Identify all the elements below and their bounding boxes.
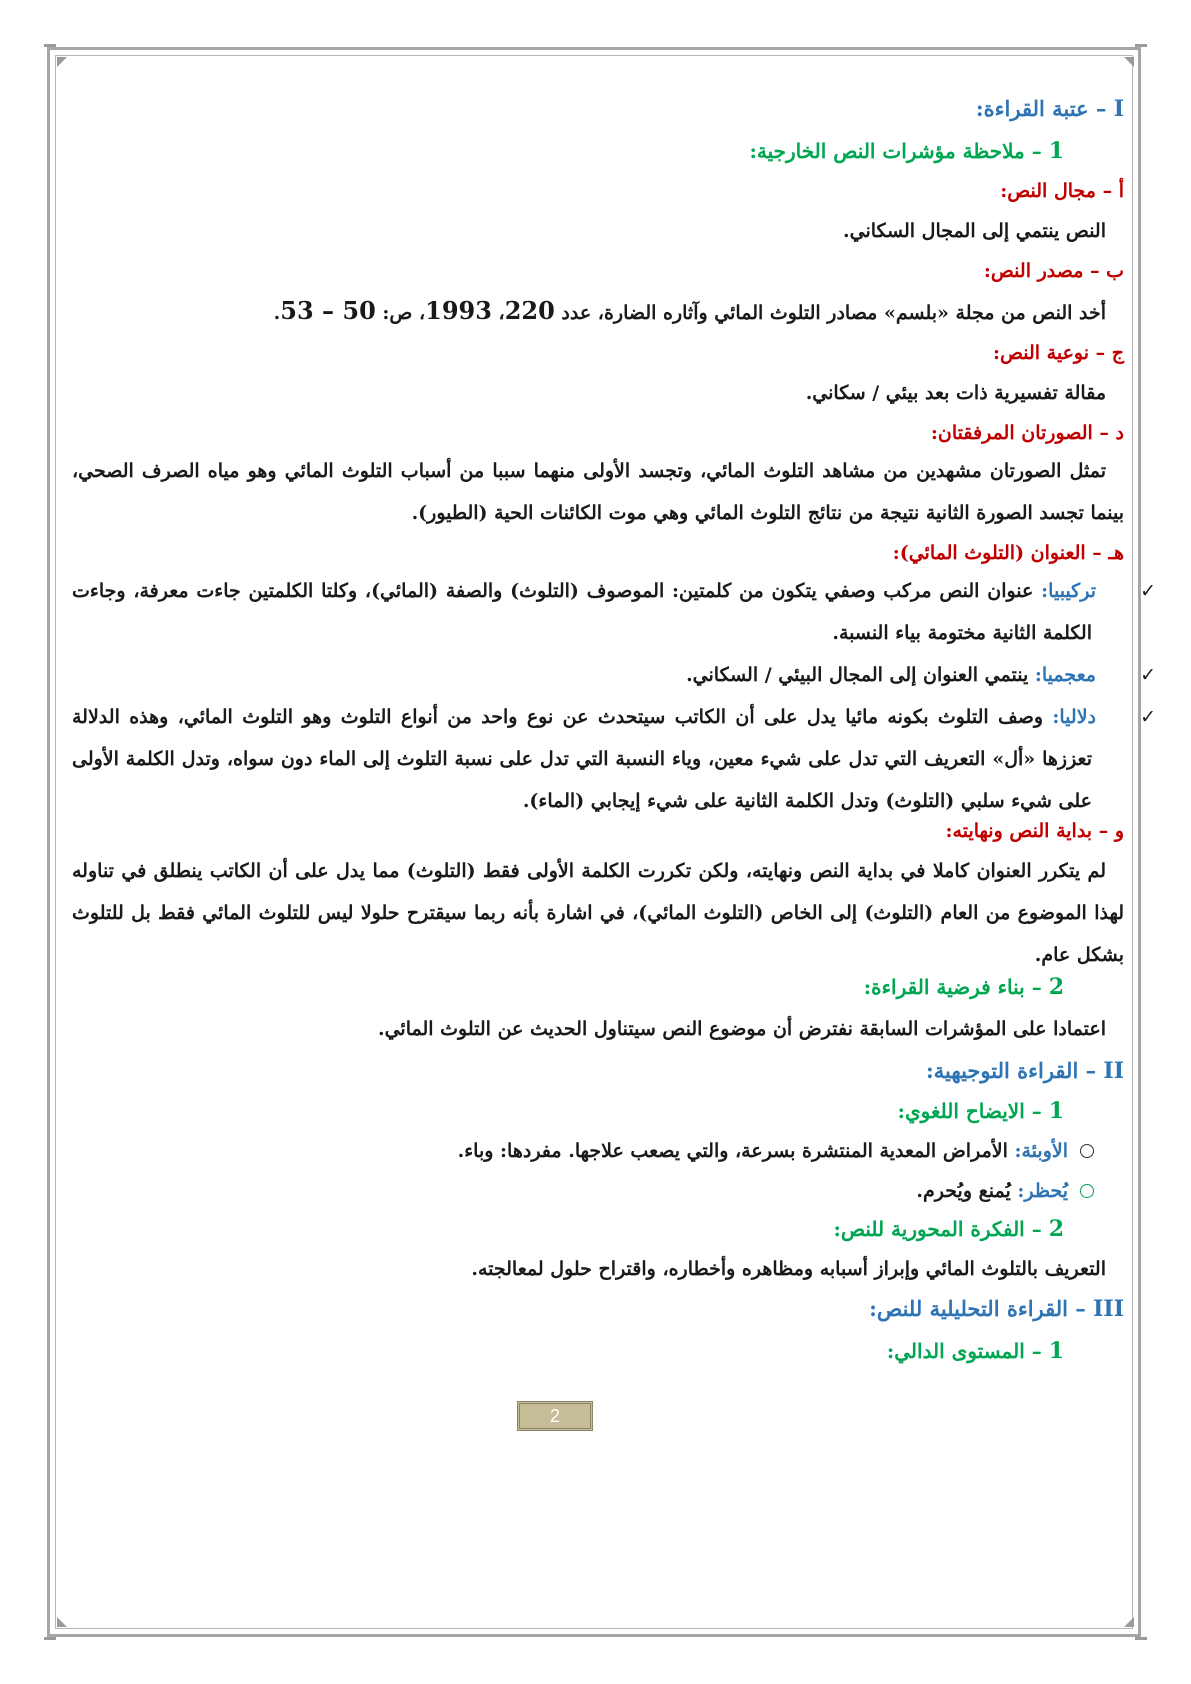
checkmark-icon: ✓ bbox=[1140, 706, 1156, 728]
page-frame-inner bbox=[55, 55, 1156, 1629]
circle-bullet-icon bbox=[1080, 1144, 1094, 1158]
item-heading-f: و – بداية النص ونهايته: bbox=[945, 820, 1124, 842]
paragraph-hypothesis: اعتمادا على المؤشرات السابقة نفترض أن موضوع النص سيتناول الحديث عن التلوث المائي. bbox=[377, 1018, 1106, 1040]
subsection-number: 1 bbox=[1048, 138, 1064, 164]
subsection-heading-2-1: 1 – الايضاح اللغوي: bbox=[897, 1098, 1064, 1124]
frame-tick bbox=[44, 44, 56, 47]
subsection-heading-1-1 bbox=[750, 138, 1065, 164]
vocab-item: الأوبئة: الأمراض المعدية المنتشرة بسرعة، والتي يصعب علاجها. مفردها: وباء. bbox=[458, 1140, 1094, 1162]
paragraph-d: تمثل الصورتان مشهدين من مشاهد التلوث المائي، وتجسد الأولى منهما سببا من أسباب التلوث المائي وهو مياه الصرف الصحي، بينما تجسد الصورة الثانية نتيجة من نتائج التلوث المائي وهي موت الكائنات الحية (الطيور). bbox=[72, 460, 1124, 524]
item-heading-a: أ – مجال النص: bbox=[1000, 180, 1124, 202]
vocab-item: يُحظر: يُمنع ويُحرم. bbox=[916, 1180, 1094, 1202]
paragraph-b: أخد النص من مجلة «بلسم» مصادر التلوث المائي وآثاره الضارة، عدد 220، 1993، ص: 50 – 53. bbox=[273, 296, 1106, 325]
section-title: – عتبة القراءة: bbox=[975, 96, 1107, 121]
page-number: 2 bbox=[517, 1401, 593, 1431]
subsection-title: – ملاحظة مؤشرات النص الخارجية: bbox=[749, 139, 1042, 163]
section-heading-2: II – القراءة التوجيهية: bbox=[926, 1058, 1124, 1084]
section-heading-1 bbox=[976, 96, 1124, 122]
subsection-heading-3-1: 1 – المستوى الدالي: bbox=[886, 1338, 1064, 1364]
frame-corner-ornament bbox=[57, 1617, 67, 1627]
item-heading-e: هـ – العنوان (التلوث المائي): bbox=[892, 542, 1124, 564]
paragraph-f: لم يتكرر العنوان كاملا في بداية النص ونهايته، ولكن تكررت الكلمة الأولى فقط (التلوث) مما يدل على أن الكاتب ينطلق في تناوله لهذا الموضوع من العام (التلوث) إلى الخاص (التلوث المائي)، في اشارة بأنه ربما سيقترح حلولا ليس للتلوث المائي فقط بل للتلوث بشكل عام. bbox=[72, 860, 1124, 966]
circle-bullet-icon bbox=[1080, 1184, 1094, 1198]
subsection-heading-1-2: 2 – بناء فرضية القراءة: bbox=[863, 974, 1064, 1000]
paragraph-main-idea: التعريف بالتلوث المائي وإبراز أسبابه ومظاهره وأخطاره، واقتراح حلول لمعالجته. bbox=[471, 1258, 1106, 1280]
frame-tick bbox=[44, 1637, 56, 1640]
list-item: ✓تركيبيا: عنوان النص مركب وصفي يتكون من كلمتين: الموصوف (التلوث) والصفة (المائي)، وكلتا الكلمتين جاءت معرفة، وجاءت الكلمة الثانية مختومة بياء النسبة. bbox=[72, 570, 1124, 654]
frame-tick bbox=[1135, 1637, 1147, 1640]
list-item: ✓معجميا: ينتمي العنوان إلى المجال البيئي / السكاني. bbox=[72, 654, 1124, 696]
checkmark-icon: ✓ bbox=[1140, 580, 1156, 602]
frame-corner-ornament bbox=[1124, 1617, 1134, 1627]
frame-corner-ornament bbox=[1124, 57, 1134, 67]
section-number: I bbox=[1113, 96, 1124, 122]
checkmark-icon: ✓ bbox=[1140, 664, 1156, 686]
item-heading-d: د – الصورتان المرفقتان: bbox=[930, 422, 1124, 444]
section-heading-3: III – القراءة التحليلية للنص: bbox=[869, 1296, 1124, 1322]
year: 1993 bbox=[425, 296, 492, 325]
item-heading-b: ب – مصدر النص: bbox=[983, 260, 1124, 282]
issue-number: 220 bbox=[504, 296, 555, 325]
paragraph-c: مقالة تفسيرية ذات بعد بيئي / سكاني. bbox=[805, 382, 1106, 404]
list-item: ✓دلاليا: وصف التلوث بكونه مائيا يدل على أن الكاتب سيتحدث عن نوع واحد من أنواع التلوث وهو التلوث المائي، وهذه الدلالة تعززها «أل» التعريف التي تدل على شيء معين، وياء النسبة التي تدل على نسبة التلوث إلى الماء دون سواه، وتدل الكلمة الأولى على شيء سلبي (التلوث) وتدل الكلمة الثانية على شيء إيجابي (الماء). bbox=[72, 696, 1124, 822]
frame-tick bbox=[1135, 44, 1147, 47]
frame-corner-ornament bbox=[57, 57, 67, 67]
subsection-heading-2-2: 2 – الفكرة المحورية للنص: bbox=[833, 1216, 1064, 1242]
item-heading-c: ج – نوعية النص: bbox=[992, 342, 1124, 364]
page-range: 50 – 53 bbox=[280, 296, 376, 325]
paragraph-a: النص ينتمي إلى المجال السكاني. bbox=[843, 220, 1106, 242]
